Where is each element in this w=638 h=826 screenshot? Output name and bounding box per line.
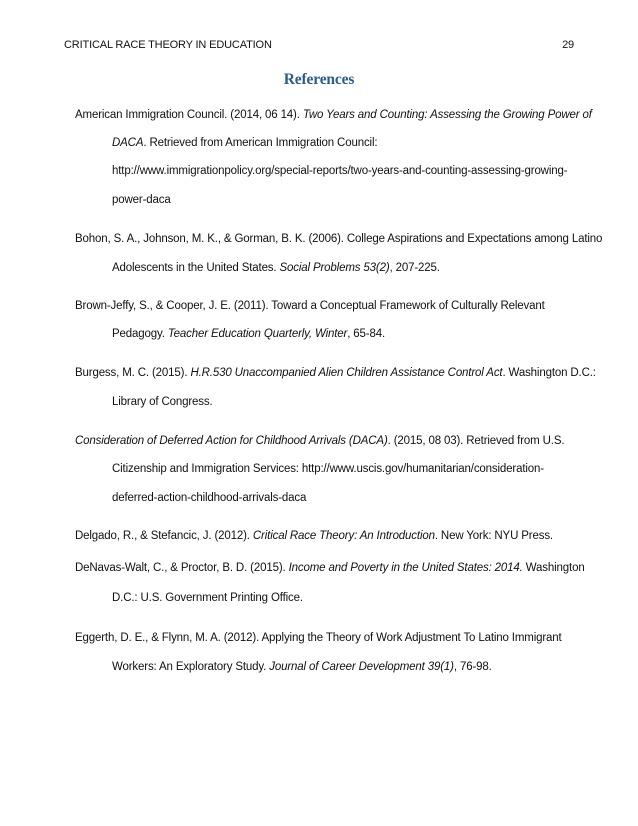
reference-line bbox=[112, 492, 602, 504]
running-head bbox=[64, 39, 574, 51]
italic-text: Teacher Education Quarterly, Winter bbox=[167, 328, 348, 340]
reference-line bbox=[112, 137, 602, 149]
reference-text: Burgess, M. C. (2015). bbox=[75, 367, 191, 379]
reference-text: D.C.: U.S. Government Printing Office. bbox=[112, 592, 303, 604]
reference-text: Delgado, R., & Stefancic, J. (2012). bbox=[75, 530, 253, 542]
reference-line bbox=[75, 562, 585, 574]
reference-text: deferred-action-childhood-arrivals-daca bbox=[112, 492, 307, 504]
page-number: 29 bbox=[562, 39, 574, 51]
italic-text: Consideration of Deferred Action for Childhood Arrivals (DACA) bbox=[75, 435, 388, 447]
reference-line bbox=[112, 328, 602, 340]
reference-text: Pedagogy. bbox=[112, 328, 168, 340]
reference-text: , 65-84. bbox=[347, 328, 386, 340]
reference-text: Bohon, S. A., Johnson, M. K., & Gorman, B. K. (2006). College Aspirations and Expectations among Latino bbox=[75, 233, 603, 245]
reference-line bbox=[112, 463, 602, 475]
italic-text: Journal of Career Development 39(1) bbox=[269, 661, 454, 673]
reference-line bbox=[112, 194, 602, 206]
reference-line bbox=[112, 262, 602, 274]
reference-line bbox=[112, 165, 602, 177]
italic-text: Income and Poverty in the United States: 2014. bbox=[288, 562, 523, 574]
reference-line bbox=[75, 233, 603, 245]
reference-text: . Retrieved from American Immigration Council: bbox=[143, 137, 378, 149]
reference-text: Library of Congress. bbox=[112, 396, 213, 408]
italic-text: H.R.530 Unaccompanied Alien Children Assistance Control Act bbox=[190, 367, 503, 379]
reference-line bbox=[75, 367, 596, 379]
reference-line bbox=[75, 300, 565, 312]
reference-text: . Washington D.C.: bbox=[502, 367, 596, 379]
reference-text: . (2015, 08 03). Retrieved from U.S. bbox=[387, 435, 565, 447]
reference-text: American Immigration Council. (2014, 06 14). bbox=[75, 109, 303, 121]
running-title: CRITICAL RACE THEORY IN EDUCATION bbox=[64, 39, 272, 51]
reference-line bbox=[75, 435, 565, 447]
reference-text: Adolescents in the United States. bbox=[112, 262, 280, 274]
references-heading: References bbox=[283, 71, 355, 88]
reference-text: DeNavas-Walt, C., & Proctor, B. D. (2015). bbox=[75, 562, 289, 574]
reference-text: Eggerth, D. E., & Flynn, M. A. (2012). Applying the Theory of Work Adjustment To Latino Immigrant bbox=[75, 632, 562, 644]
reference-text: power-daca bbox=[112, 194, 171, 206]
reference-text: . New York: NYU Press. bbox=[434, 530, 553, 542]
italic-text: Critical Race Theory: An Introduction bbox=[252, 530, 435, 542]
reference-text: Washington bbox=[522, 562, 585, 574]
reference-line bbox=[112, 661, 602, 673]
reference-text: Brown-Jeffy, S., & Cooper, J. E. (2011). Toward a Conceptual Framework of Culturally Relevant bbox=[75, 300, 545, 312]
reference-line bbox=[75, 109, 592, 121]
italic-text: Social Problems 53(2) bbox=[279, 262, 390, 274]
reference-text: Citizenship and Immigration Services: http://www.uscis.gov/humanitarian/consideration- bbox=[112, 463, 544, 475]
italic-text: DACA bbox=[112, 137, 144, 149]
italic-text: Two Years and Counting: Assessing the Growing Power of bbox=[302, 109, 592, 121]
reference-line bbox=[75, 530, 565, 542]
reference-text: , 76-98. bbox=[453, 661, 492, 673]
reference-text: http://www.immigrationpolicy.org/special-reports/two-years-and-counting-assessing-growing- bbox=[112, 165, 568, 177]
reference-text: Workers: An Exploratory Study. bbox=[112, 661, 270, 673]
reference-line bbox=[112, 592, 602, 604]
reference-line bbox=[112, 396, 602, 408]
reference-line bbox=[75, 632, 565, 644]
reference-text: , 207-225. bbox=[389, 262, 440, 274]
